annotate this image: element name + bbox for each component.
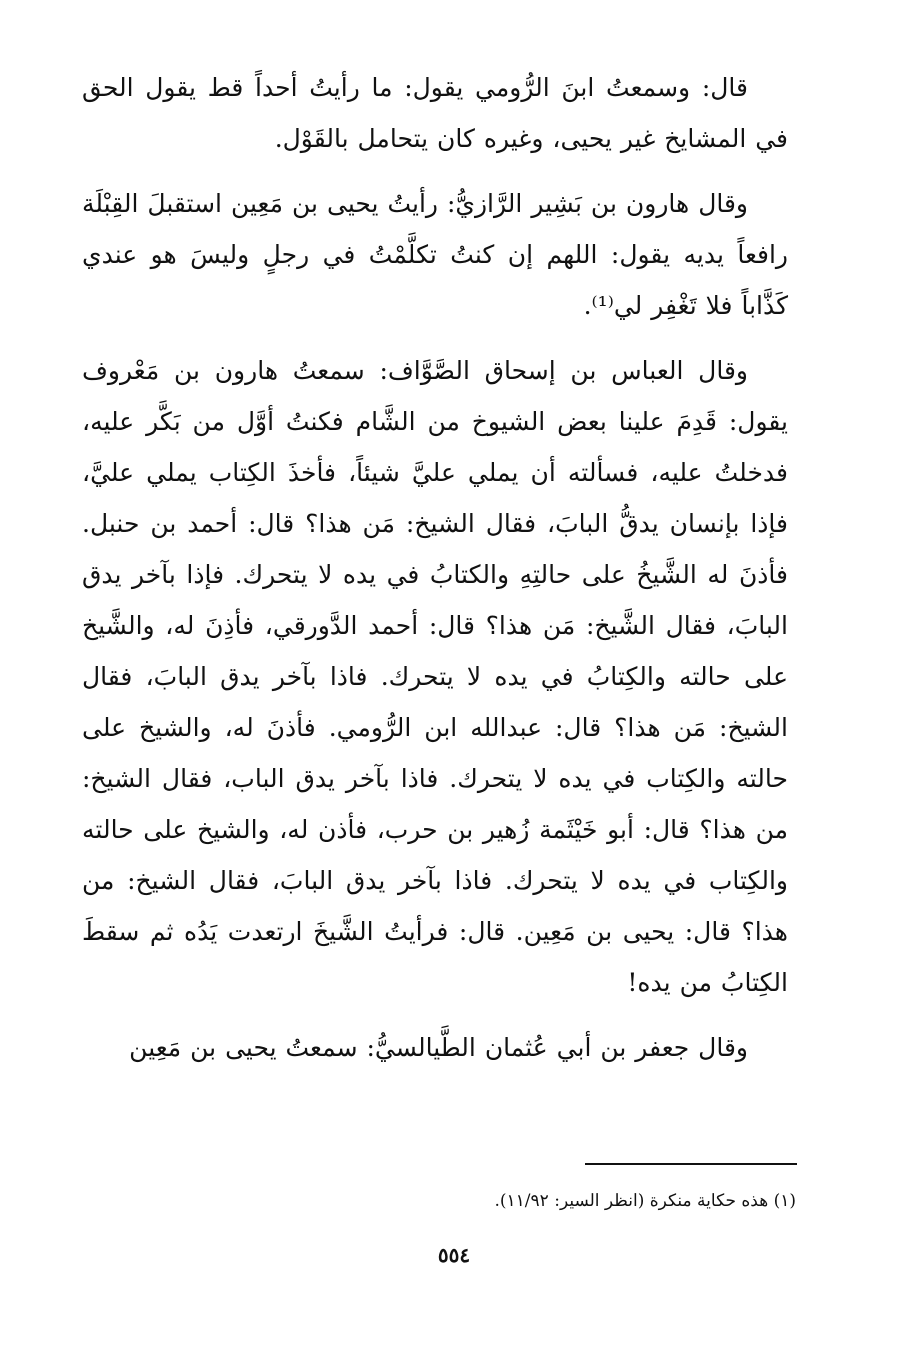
paragraph: وقال العباس بن إسحاق الصَّوَّاف: سمعتُ هارون بن مَعْروف يقول: قَدِمَ علينا بعض الشيوخ من الشَّام فكنتُ أوَّل من بَكَّر عليه، فدخلتُ عليه، فسألته أن يملي عليَّ شيئاً، فأخذَ الكِتاب يملي عليَّ، فإذا بإنسان يدقُّ البابَ، فقال الشيخ: مَن هذا؟ قال: أحمد بن حنبل. فأذنَ له الشَّيخُ على حالتِهِ والكتابُ في يده لا يتحرك. فإذا بآخر يدق البابَ، فقال الشَّيخ: مَن هذا؟ قال: أحمد الدَّورقي، فأذِنَ له، والشَّيخ على حالته والكِتابُ في يده لا يتحرك. فاذا بآخر يدق البابَ، فقال الشيخ: مَن هذا؟ قال: عبدالله ابن الرُّومي. فأذنَ له، والشيخ على حالته والكِتاب في يده لا يتحرك. فاذا بآخر يدق الباب، فقال الشيخ: من هذا؟ قال: أبو خَيْثَمة زُهير بن حرب، فأذن له، والشيخ على حالته والكِتاب في يده لا يتحرك. فاذا بآخر يدق البابَ، فقال الشيخ: من هذا؟ قال: يحيى بن مَعِين. قال: فرأيتُ الشَّيخَ ارتعدت يَدُه ثم سقطَ الكِتابُ من يده! [82, 356, 788, 997]
main-text [82, 62, 788, 1087]
page-number: ٥٥٤ [437, 1243, 471, 1267]
footnote: (١) هذه حكاية منكرة (انظر السير: ١١/٩٢). [494, 1191, 796, 1211]
paragraph: قال: وسمعتُ ابنَ الرُّومي يقول: ما رأيتُ أحداً قط يقول الحق في المشايخ غير يحيى، وغيره كان يتحامل بالقَوْل. [82, 73, 788, 153]
footnote-separator [585, 1163, 797, 1165]
paragraph: وقال هارون بن بَشِير الرَّازيُّ: رأيتُ يحيى بن مَعِين استقبلَ القِبْلَة رافعاً يديه يقول: اللهم إن كنتُ تكلَّمْتُ في رجلٍ وليسَ هو عندي كَذَّاباً فلا تَغْفِر لي⁽¹⁾. [82, 189, 788, 320]
paragraph: وقال جعفر بن أبي عُثمان الطَّيالسيُّ: سمعتُ يحيى بن مَعِين [129, 1033, 748, 1062]
